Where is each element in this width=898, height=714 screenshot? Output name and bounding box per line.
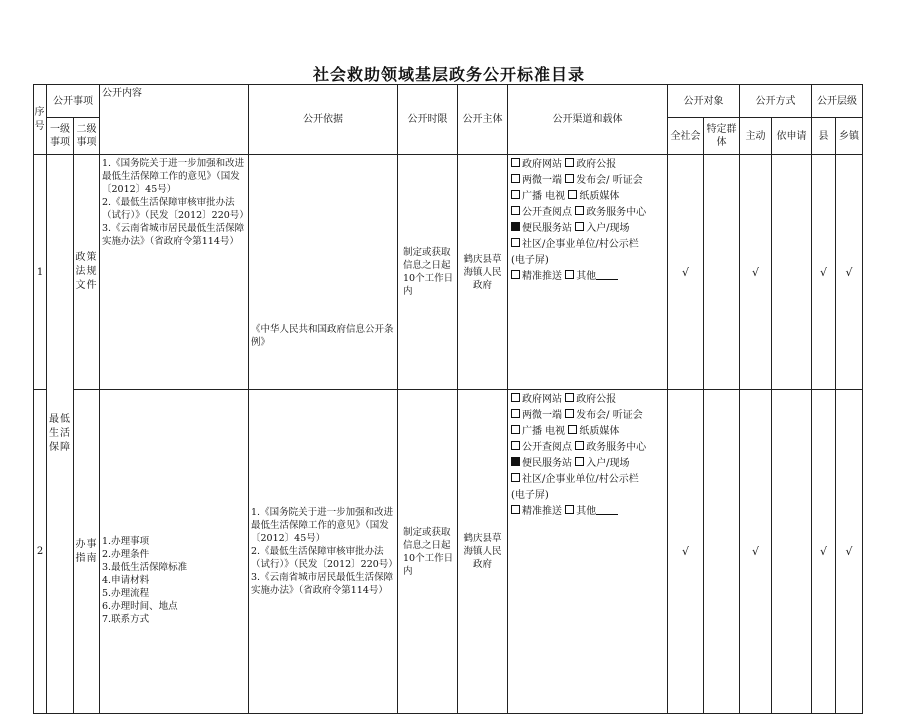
checkbox-icon (511, 190, 520, 199)
row-method-request (772, 155, 812, 390)
header-level2: 二级事项 (74, 118, 100, 155)
channel-label: 政府公报 (576, 394, 617, 405)
checkbox-icon (565, 505, 574, 514)
row-time-limit: 制定或获取信息之日起10个工作日内 (398, 390, 458, 714)
checkbox-icon (575, 222, 584, 231)
checkbox-icon (511, 505, 520, 514)
checkbox-icon (511, 409, 520, 418)
content-line: 2.办理条件 (102, 549, 150, 560)
channel-label: 社区/企事业单位/村公示栏 (522, 239, 639, 250)
table-row (34, 390, 863, 714)
channel-label: 两微一端 (522, 175, 562, 186)
row-audience-all: √ (668, 390, 704, 714)
header-audience-specific: 特定群体 (704, 118, 740, 155)
table-row (34, 155, 863, 390)
checkbox-icon (511, 393, 520, 402)
level2-item: 办事指南 (74, 390, 100, 714)
basis-line: 1.《国务院关于进一步加强和改进最低生活保障工作的意见》（国发〔2012〕45号） (251, 507, 394, 544)
row-content (100, 390, 249, 714)
channel-label: 政务服务中心 (586, 207, 647, 218)
checkbox-icon (575, 206, 584, 215)
content-line: 7.联系方式 (102, 614, 150, 625)
blank-line (596, 269, 618, 280)
checkbox-icon (568, 190, 577, 199)
row-method-request (772, 390, 812, 714)
channel-label: 入户/现场 (586, 223, 630, 234)
header-method: 公开方式 (740, 85, 812, 118)
row-subject: 鹤庆县草海镇人民政府 (458, 155, 508, 390)
row-level-county: √ (812, 155, 836, 390)
basis-line: 《中华人民共和国政府信息公开条例》 (251, 324, 394, 348)
checkbox-icon (565, 158, 574, 167)
header-method-active: 主动 (740, 118, 772, 155)
row-subject: 鹤庆县草海镇人民政府 (458, 390, 508, 714)
row-seq: 2 (34, 390, 47, 714)
channel-label: (电子屏) (511, 255, 549, 266)
checkbox-icon (511, 238, 520, 247)
header-audience-all: 全社会 (668, 118, 704, 155)
level2-item: 政策法规文件 (74, 155, 100, 390)
row-audience-specific (704, 155, 740, 390)
channel-label: 政府网站 (522, 394, 562, 405)
channel-label: 入户/现场 (586, 458, 630, 469)
row-method-active: √ (740, 155, 772, 390)
channel-label: 纸质媒体 (579, 426, 620, 437)
checkbox-icon (575, 441, 584, 450)
row-time-limit: 制定或获取信息之日起10个工作日内 (398, 155, 458, 390)
row-channels (508, 155, 668, 390)
checkbox-icon (565, 409, 574, 418)
content-line: 5.办理流程 (102, 588, 150, 599)
content-line: 4.申请材料 (102, 575, 150, 586)
checkbox-checked-icon (511, 457, 520, 466)
content-line: 3.最低生活保障标准 (102, 562, 188, 573)
header-basis: 公开依据 (249, 85, 398, 155)
channel-label: 广播 电视 (522, 426, 566, 437)
row-content (100, 155, 249, 390)
row-seq: 1 (34, 155, 47, 390)
channel-label: 广播 电视 (522, 191, 566, 202)
channel-label: 便民服务站 (522, 223, 572, 234)
row-basis (249, 155, 398, 390)
checkbox-icon (511, 174, 520, 183)
row-method-active: √ (740, 390, 772, 714)
header-level-town: 乡镇 (836, 118, 863, 155)
header-time-limit: 公开时限 (398, 85, 458, 155)
checkbox-icon (511, 270, 520, 279)
checkbox-icon (565, 393, 574, 402)
channel-label: 两微一端 (522, 410, 562, 421)
channel-label: 纸质媒体 (579, 191, 620, 202)
row-basis (249, 390, 398, 714)
checkbox-icon (568, 425, 577, 434)
channel-label: 发布会/ 听证会 (576, 410, 643, 421)
header-method-request: 依申请 (772, 118, 812, 155)
header-content: 公开内容 (100, 85, 249, 155)
header-level-county: 县 (812, 118, 836, 155)
header-channels: 公开渠道和载体 (508, 85, 668, 155)
basis-line: 3.《云南省城市居民最低生活保障实施办法》（省政府令第114号） (251, 572, 394, 596)
basis-line: 2.《最低生活保障审核审批办法（试行）》（民发〔2012〕220号） (251, 546, 398, 570)
checkbox-icon (511, 425, 520, 434)
content-line: 1.《国务院关于进一步加强和改进最低生活保障工作的意见》（国发〔2012〕45号） (102, 158, 245, 195)
header-items: 公开事项 (47, 85, 100, 118)
row-audience-specific (704, 390, 740, 714)
content-line: 1.办理事项 (102, 536, 150, 547)
header-subject: 公开主体 (458, 85, 508, 155)
checkbox-checked-icon (511, 222, 520, 231)
checkbox-icon (575, 457, 584, 466)
channel-label: 其他 (576, 506, 597, 517)
channel-label: 发布会/ 听证会 (576, 175, 643, 186)
row-level-county: √ (812, 390, 836, 714)
channel-label: 政府公报 (576, 159, 617, 170)
content-line: 6.办理时间、地点 (102, 601, 178, 612)
catalog-table (33, 84, 863, 714)
channel-label: 精准推送 (522, 506, 562, 517)
channel-label: 公开查阅点 (522, 207, 572, 218)
row-audience-all: √ (668, 155, 704, 390)
channel-label: 便民服务站 (522, 458, 572, 469)
checkbox-icon (511, 206, 520, 215)
channel-label: (电子屏) (511, 490, 549, 501)
channel-label: 社区/企事业单位/村公示栏 (522, 474, 639, 485)
header-row-top (34, 85, 863, 118)
level1-item: 最低生活保障 (47, 155, 74, 714)
row-channels (508, 390, 668, 714)
checkbox-icon (565, 174, 574, 183)
content-line: 2.《最低生活保障审核审批办法（试行）》（民发〔2012〕220号） (102, 197, 249, 221)
channel-label: 其他 (576, 271, 597, 282)
channel-label: 精准推送 (522, 271, 562, 282)
header-seq: 序号 (34, 85, 47, 155)
header-level: 公开层级 (812, 85, 863, 118)
checkbox-icon (511, 441, 520, 450)
header-level1: 一级事项 (47, 118, 74, 155)
checkbox-icon (565, 270, 574, 279)
channel-label: 政务服务中心 (586, 442, 647, 453)
row-level-town: √ (836, 155, 863, 390)
checkbox-icon (511, 473, 520, 482)
content-line: 3.《云南省城市居民最低生活保障实施办法》（省政府令第114号） (102, 223, 245, 247)
blank-line (596, 504, 618, 515)
channel-label: 政府网站 (522, 159, 562, 170)
checkbox-icon (511, 158, 520, 167)
channel-label: 公开查阅点 (522, 442, 572, 453)
page-title: 社会救助领域基层政务公开标准目录 (312, 65, 585, 84)
header-audience: 公开对象 (668, 85, 740, 118)
row-level-town: √ (836, 390, 863, 714)
